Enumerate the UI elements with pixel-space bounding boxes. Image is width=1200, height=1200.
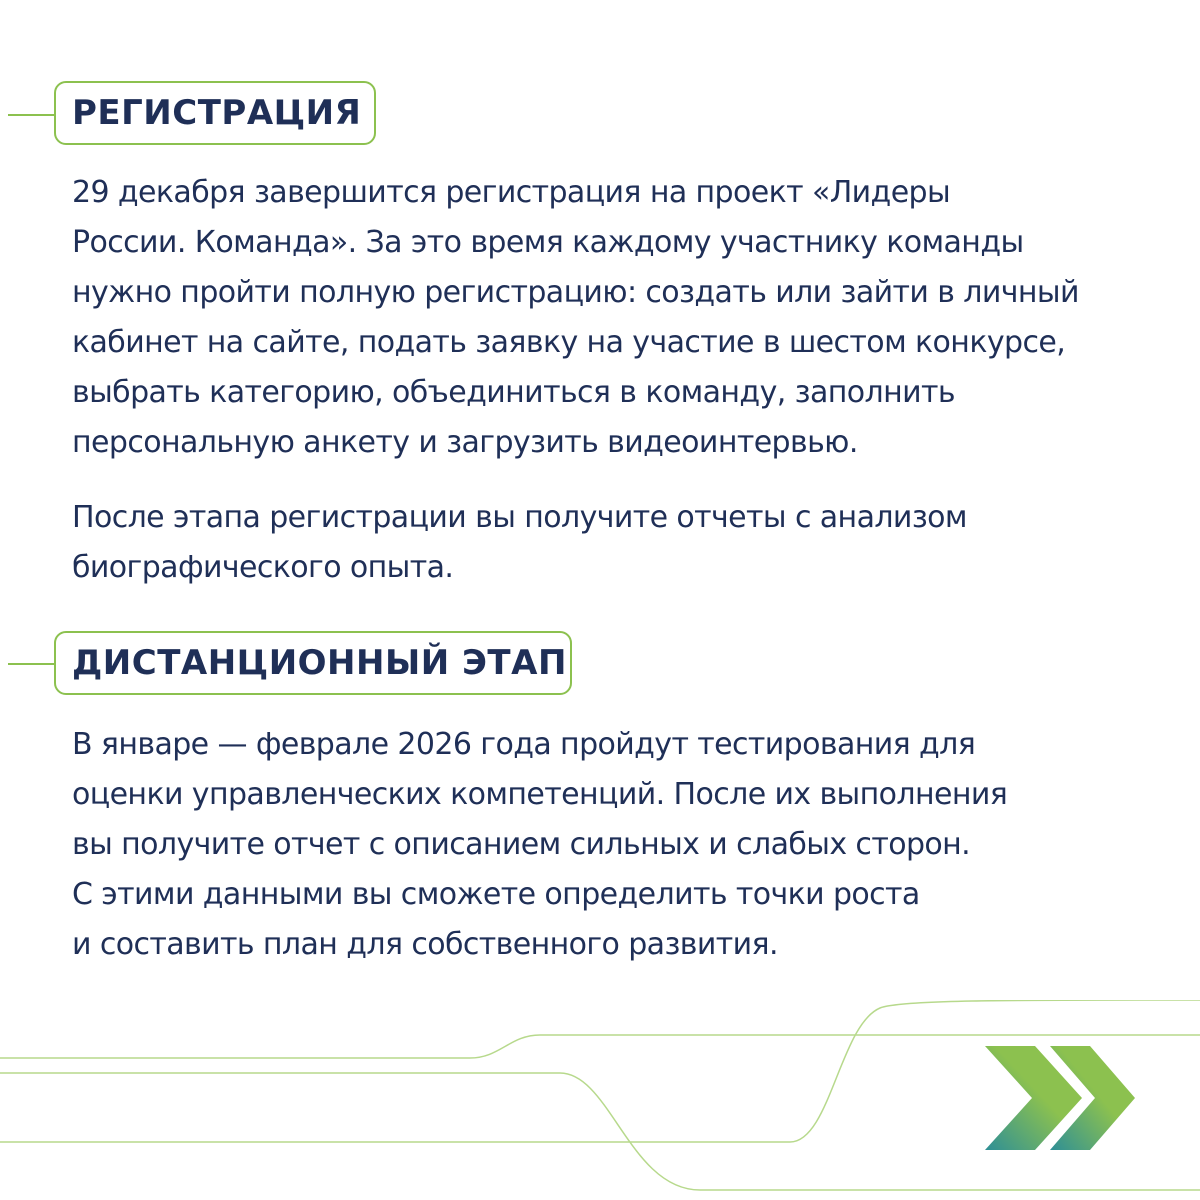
paragraph-registration-reports: После этапа регистрации вы получите отчеты с анализом биографического опыта.	[72, 500, 967, 585]
section-header-remote-stage	[54, 631, 572, 695]
paragraph-remote-stage-details: В январе — феврале 2026 года пройдут тестирования для оценки управленческих компетенций. После их выполнения вы получите отчет с описанием сильных и слабых сторон. С этими данными вы сможете определить точки роста и составить план для собственного развития.	[72, 727, 1008, 962]
section-header-registration	[54, 81, 376, 145]
paragraph-registration-details: 29 декабря завершится регистрация на проект «Лидеры России. Команда». За это время каждому участнику команды нужно пройти полную регистрацию: создать или зайти в личный кабинет на сайте, подать заявку на участие в шестом конкурсе, выбрать категорию, объединиться в команду, заполнить персональную анкету и загрузить видеоинтервью.	[72, 175, 1079, 460]
section-title: ДИСТАНЦИОННЫЙ ЭТАП	[72, 643, 567, 683]
section-connector-line	[8, 114, 56, 116]
section-connector-line	[8, 663, 56, 665]
section-title: РЕГИСТРАЦИЯ	[72, 93, 362, 133]
double-chevron-right-icon	[985, 1046, 1135, 1150]
decorative-footer	[0, 1000, 1200, 1200]
